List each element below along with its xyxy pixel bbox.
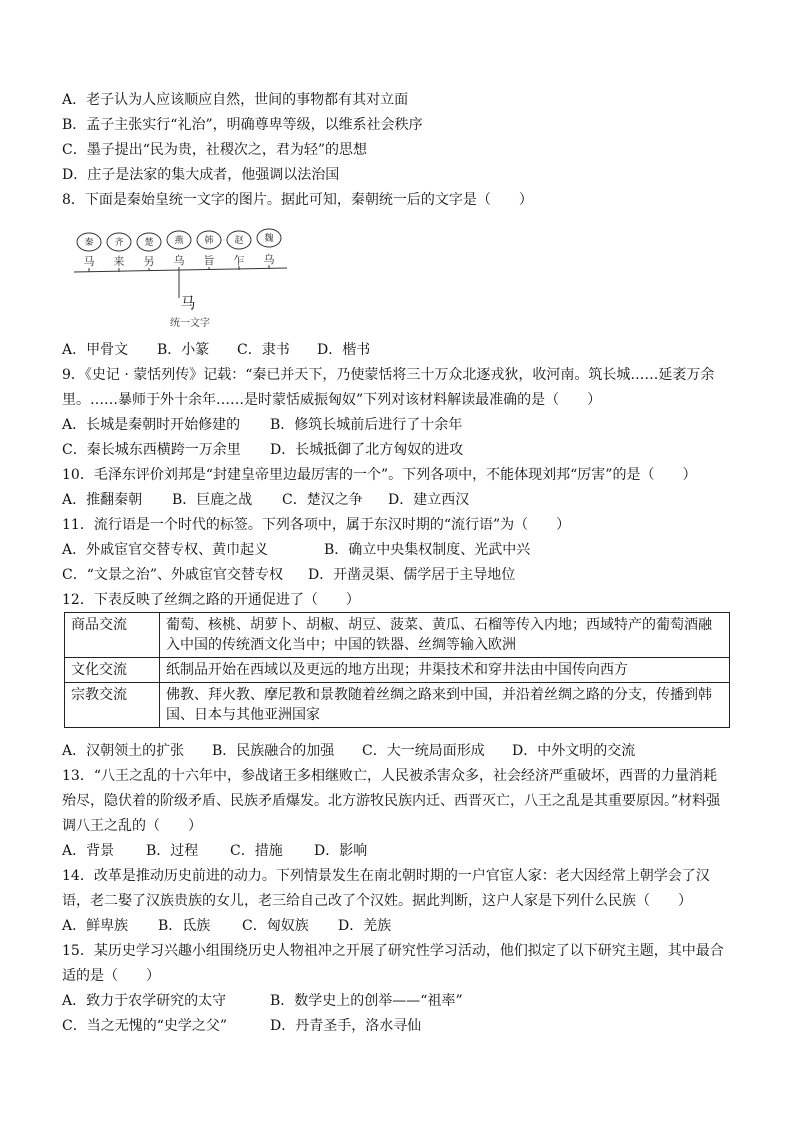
unified-glyph: 马 [180, 294, 196, 312]
state-circle-yan [167, 231, 191, 249]
q15-options-row2 [62, 1016, 421, 1036]
q8-stem: 8．下面是秦始皇统一文字的图片。据此可知，秦朝统一后的文字是（ ） [62, 192, 533, 208]
svg-text:魏: 魏 [264, 234, 274, 244]
glyph-wei: 乌 [263, 253, 275, 266]
q7-option-d: D．庄子是法家的集大成者，他强调以法治国 [62, 167, 340, 183]
q12-options [62, 741, 635, 761]
q12-option-c: C．大一统局面形成 [362, 743, 485, 759]
q9-stem-line1: 9．《史记 · 蒙恬列传》记载：“秦已并天下，乃使蒙恬将三十万众北逐戎狄，收河南。筑长城……延袤万余 [62, 367, 715, 383]
svg-text:韩: 韩 [204, 236, 214, 246]
q9-options-row1 [62, 415, 462, 435]
svg-text:齐: 齐 [114, 238, 124, 248]
q13-option-b: B．过程 [146, 843, 199, 859]
glyph-qin: 马 [83, 255, 95, 268]
q12-option-d: D．中外文明的交流 [512, 743, 636, 759]
q14-option-d: D．羌族 [338, 918, 392, 934]
q8-option-b: B．小篆 [157, 342, 210, 358]
state-circle-han [197, 231, 221, 249]
q12-stem: 12．下表反映了丝绸之路的开通促进了（ ） [62, 592, 360, 608]
figure-caption: 统一文字 [170, 318, 210, 329]
state-circle-zhao [227, 231, 251, 249]
row-category: 文化交流 [65, 658, 160, 683]
table-row [65, 683, 730, 728]
row-content: 佛教、拜火教、摩尼教和景教随着丝绸之路来到中国，并沿着丝绸之路的分支，传播到韩 国、日本与其他亚洲国家 [160, 683, 730, 728]
q13-option-d: D．影响 [314, 843, 368, 859]
q10-option-c: C．楚汉之争 [282, 492, 363, 508]
glyph-yan: 乌 [173, 254, 185, 267]
glyph-han: 旨 [203, 254, 215, 267]
svg-text:楚: 楚 [144, 238, 154, 248]
q8-option-d: D．楷书 [317, 342, 371, 358]
glyph-zhao: 乍 [233, 254, 245, 267]
q13-stem-line3: 调八王之乱的（ ） [62, 818, 202, 834]
q10-option-d: D．建立西汉 [388, 492, 470, 508]
svg-text:燕: 燕 [174, 236, 184, 246]
silk-road-exchange-table [64, 612, 730, 728]
q11-option-c: C．“文景之治”、外戚宦官交替专权 [62, 567, 284, 583]
q9-option-c: C．秦长城东西横跨一万余里 [62, 442, 241, 458]
table-row [65, 613, 730, 658]
q8-options [62, 340, 370, 360]
q9-option-d: D．长城抵御了北方匈奴的进攻 [270, 442, 464, 458]
q9-options-row2 [62, 440, 463, 460]
q11-option-b: B．确立中央集权制度、光武中兴 [324, 542, 531, 558]
q11-option-d: D．开凿灵渠、儒学居于主导地位 [308, 567, 516, 583]
q15-stem-line1: 15．某历史学习兴趣小组围绕历史人物祖冲之开展了研究性学习活动，他们拟定了以下研究主题，其中最合 [62, 943, 724, 959]
q15-options-row1 [62, 991, 463, 1011]
q11-options-row2 [62, 565, 515, 585]
q7-option-c: C．墨子提出“民为贵，社稷次之，君为轻”的思想 [62, 142, 368, 158]
q9-option-a: A．长城是秦朝时开始修建的 [62, 417, 241, 433]
unified-script-figure [62, 222, 302, 334]
q14-option-b: B．氐族 [158, 918, 211, 934]
q13-option-c: C．措施 [230, 843, 283, 859]
table-row [65, 658, 730, 683]
q15-option-b: B．数学史上的创举——“祖率” [270, 993, 463, 1009]
q8-option-c: C．隶书 [237, 342, 290, 358]
q14-option-a: A．鲜卑族 [62, 918, 129, 934]
svg-text:秦: 秦 [84, 238, 94, 248]
q15-stem-line2: 适的是（ ） [62, 968, 160, 984]
q10-stem: 10．毛泽东评价刘邦是“封建皇帝里边最厉害的一个”。下列各项中，不能体现刘邦“厉害”的是（ ） [62, 467, 697, 483]
q10-option-b: B．巨鹿之战 [172, 492, 253, 508]
q12-option-a: A．汉朝领土的扩张 [62, 743, 185, 759]
state-circle-chu [137, 233, 161, 251]
q9-option-b: B．修筑长城前后进行了十余年 [270, 417, 463, 433]
q14-stem-line2: 语，老二娶了汉族贵族的女儿，老三给自己改了个汉姓。据此判断，这户人家是下列什么民族（ ） [62, 893, 692, 909]
q11-stem: 11．流行语是一个时代的标签。下列各项中，属于东汉时期的“流行语”为（ ） [62, 517, 571, 533]
q13-stem-line2: 殆尽，隐伏着的阶级矛盾、民族矛盾爆发。北方游牧民族内迁、西晋灭亡，八王之乱是其重要原因。”材料强 [62, 793, 721, 809]
state-circle-qi [107, 233, 131, 251]
bracket-line [74, 268, 287, 272]
glyph-qi: 来 [113, 255, 125, 268]
q14-options [62, 916, 391, 936]
q14-stem-line1: 14．改革是推动历史前进的动力。下列情景发生在南北朝时期的一户官宦人家：老大因经常上朝学会了汉 [62, 868, 710, 884]
q10-options [62, 490, 469, 510]
q15-option-a: A．致力于农学研究的太守 [62, 993, 227, 1009]
svg-text:赵: 赵 [234, 236, 244, 246]
row-content: 纸制品开始在西域以及更远的地方出现；井渠技术和穿井法由中国传向西方 [160, 658, 730, 683]
q15-option-d: D．丹青圣手，洛水寻仙 [270, 1018, 422, 1034]
q13-option-a: A．背景 [62, 843, 115, 859]
q9-stem-line2: 里。……暴师于外十余年……是时蒙恬威振匈奴”下列对该材料解读最准确的是（ ） [62, 392, 602, 408]
glyph-chu: 另 [143, 255, 155, 268]
q7-option-b: B．孟子主张实行“礼治”，明确尊卑等级，以维系社会秩序 [62, 117, 423, 133]
q11-option-a: A．外戚宦官交替专权、黄巾起义 [62, 542, 269, 558]
q7-option-a: A．老子认为人应该顺应自然，世间的事物都有其对立面 [62, 92, 409, 108]
q8-option-a: A．甲骨文 [62, 342, 129, 358]
q12-option-b: B．民族融合的加强 [212, 743, 335, 759]
q13-stem-line1: 13．“八王之乱的十六年中，参战诸王多相继败亡，人民被杀害众多，社会经济严重破坏，西晋的力量消耗 [62, 768, 717, 784]
q13-options [62, 841, 367, 861]
row-category: 商品交流 [65, 613, 160, 658]
state-circle-qin [77, 233, 101, 251]
q14-option-c: C．匈奴族 [242, 918, 309, 934]
q15-option-c: C．当之无愧的“史学之父” [62, 1018, 228, 1034]
row-content: 葡萄、核桃、胡萝卜、胡椒、胡豆、菠菜、黄瓜、石榴等传入内地；西域特产的葡萄酒融 入中国的传统酒文化当中；中国的铁器、丝绸等输入欧洲 [160, 613, 730, 658]
row-category: 宗教交流 [65, 683, 160, 728]
state-circle-wei [257, 229, 281, 247]
q10-option-a: A．推翻秦朝 [62, 492, 143, 508]
q11-options-row1 [62, 540, 530, 560]
